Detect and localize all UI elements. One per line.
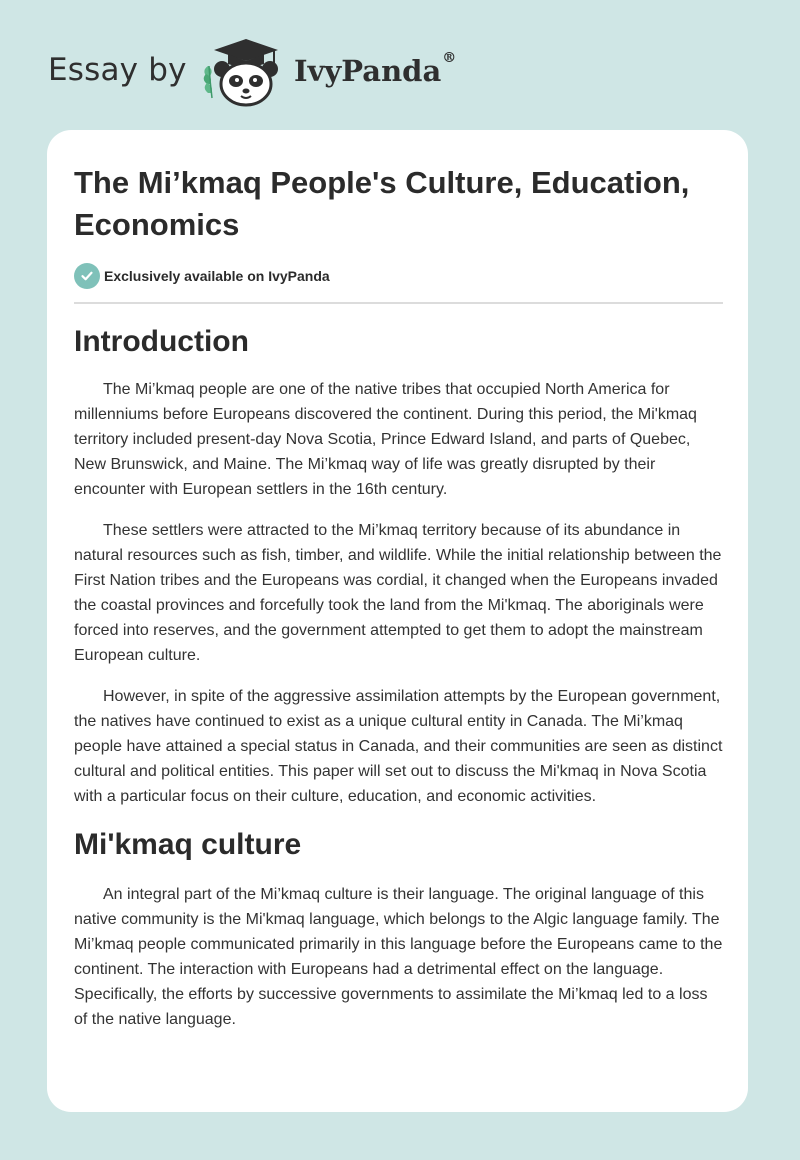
panda-logo-icon[interactable] — [200, 36, 292, 108]
paragraph: The Mi’kmaq people are one of the native tribes that occupied North America for millenniums before Europeans discovered the continent. During this period, the Mi'kmaq territory included present-day Nova Scotia, Prince Edward Island, and parts of Quebec, New Brunswick, and Maine. The Mi’kmaq way of life was greatly disrupted by their encounter with European settlers in the 16th century. — [74, 381, 697, 498]
brand-name[interactable] — [294, 50, 457, 88]
section-introduction — [74, 322, 723, 809]
section-mikmaq-culture — [74, 825, 723, 1032]
page-title: The Mi’kmaq People's Culture, Education, Economics — [74, 165, 690, 242]
essay-card — [47, 130, 748, 1112]
paragraph: An integral part of the Mi’kmaq culture is their language. The original language of this native community is the Mi'kmaq language, which belongs to the Algic language family. The Mi’kmaq people communicated primarily in this language before the Europeans came to the continent. The interaction with Europeans had a detrimental effect on the language. Specifically, the efforts by successive governments to assimilate the Mi’kmaq led to a loss of the native language. — [74, 886, 723, 1028]
paragraph: These settlers were attracted to the Mi’kmaq territory because of its abundance in natural resources such as fish, timber, and wildlife. While the initial relationship between the First Nation tribes and the Europeans was cordial, it changed when the Europeans invaded the coastal provinces and forcefully took the land from the Mi'kmaq. The aboriginals were forced into reserves, and the government attempted to get them to adopt the mainstream European culture. — [74, 522, 722, 664]
site-header — [0, 0, 800, 130]
registered-mark: ® — [442, 50, 457, 66]
badge-label: Exclusively available on IvyPanda — [104, 268, 330, 284]
brand-name-text: IvyPanda — [294, 54, 442, 88]
section-heading: Mi'kmaq culture — [74, 828, 302, 861]
divider — [74, 302, 723, 304]
paragraph: However, in spite of the aggressive assimilation attempts by the European government, the natives have continued to exist as a unique cultural entity in Canada. The Mi’kmaq people have attained a special status in Canada, and their communities are seen as distinct cultural and political entities. This paper will set out to discuss the Mi'kmaq in Nova Scotia with a particular focus on their culture, education, and economic activities. — [74, 688, 723, 805]
essay-body — [74, 322, 723, 1048]
brand-prefix: Essay by — [48, 52, 187, 88]
exclusive-badge — [74, 263, 330, 289]
check-circle-icon — [74, 263, 100, 289]
section-heading: Introduction — [74, 325, 249, 358]
